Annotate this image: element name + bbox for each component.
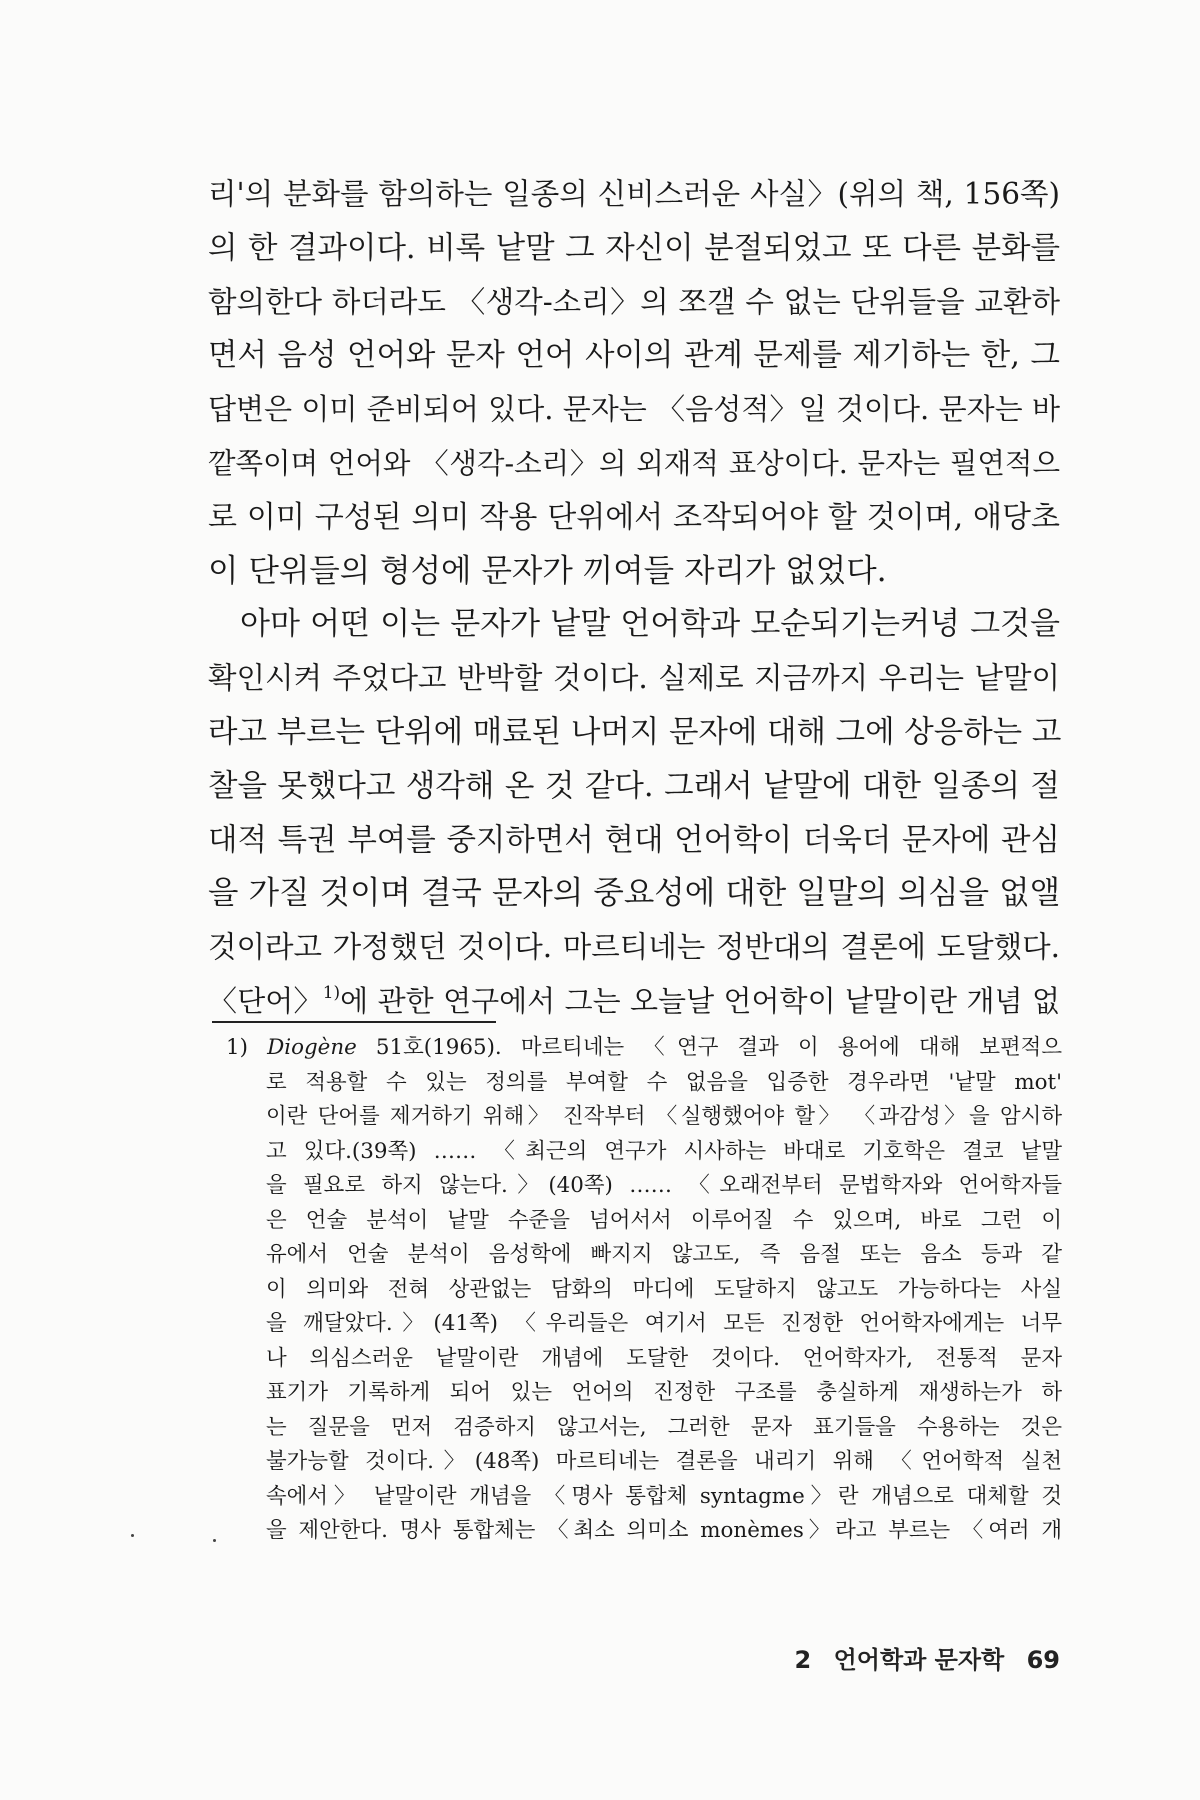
footnote-line: 는 질문을 먼저 검증하지 않고서는, 그러한 문자 표기들을 수용하는 것은 [266, 1414, 1062, 1440]
footnote-line: 을 제안한다. 명사 통합체는 〈최소 의미소 monèmes〉라고 부르는 〈여러 개 [266, 1518, 1062, 1543]
footnote-line: 이 의미와 전혀 상관없는 담화의 마디에 도달하지 않고도 가능하다는 사실 [266, 1276, 1062, 1302]
footnote-divider [212, 1021, 496, 1023]
body-line: 찰을 못했다고 생각해 온 것 같다. 그래서 낱말에 대한 일종의 절 [208, 768, 1060, 804]
footnote-line: 은 언술 분석이 낱말 수준을 넘어서서 이루어질 수 있으며, 바로 그런 이 [266, 1207, 1062, 1233]
chapter-title: 언어학과 문자학 [833, 1646, 1005, 1674]
body-line: 을 가질 것이며 결국 문자의 중요성에 대한 일말의 의심을 없앨 [208, 875, 1061, 912]
body-line: 리'의 분화를 함의하는 일종의 신비스러운 사실〉(위의 책, 156쪽) [208, 177, 1060, 211]
body-line-end: 에 관한 연구에서 그는 오늘날 언어학이 낱말이란 개념 없 [340, 983, 1060, 1018]
body-line: 것이라고 가정했던 것이다. 마르티네는 정반대의 결론에 도달했다. [208, 930, 1060, 965]
scan-speck [131, 1534, 134, 1537]
footnote-line: 불가능할 것이다.〉(48쪽) 마르티네는 결론을 내리기 위해 〈언어학적 실천 [266, 1449, 1062, 1474]
body-line: 아마 어떤 이는 문자가 낱말 언어학과 모순되기는커녕 그것을 [240, 606, 1060, 643]
page-number: 69 [1026, 1646, 1060, 1674]
footnote-line: 을 필요로 하지 않는다.〉(40쪽) …… 〈오래전부터 문법학자와 언어학자들 [266, 1173, 1062, 1198]
footnote-block [226, 1031, 1062, 1549]
footnote-line: 표기가 기록하게 되어 있는 언어의 진정한 구조를 충실하게 재생하는가 하 [266, 1380, 1062, 1405]
body-line: 함의한다 하더라도 〈생각-소리〉의 쪼갤 수 없는 단위들을 교환하 [208, 284, 1060, 319]
scan-speck [213, 1539, 216, 1542]
footnote-line: 을 깨달았다.〉(41쪽) 〈우리들은 여기서 모든 진정한 언어학자에게는 너무 [266, 1311, 1062, 1336]
footnote-line: 유에서 언술 분석이 음성학에 빠지지 않고도, 즉 음절 또는 음소 등과 같 [266, 1242, 1062, 1267]
body-line-start: 〈단어〉 [208, 983, 323, 1018]
footnote-line: 나 의심스러운 낱말이란 개념에 도달한 것이다. 언어학자가, 전통적 문자 [266, 1345, 1062, 1371]
body-line: 면서 음성 언어와 문자 언어 사이의 관계 문제를 제기하는 한, 그 [208, 338, 1060, 374]
body-line: 의 한 결과이다. 비록 낱말 그 자신이 분절되었고 또 다른 분화를 [208, 230, 1060, 266]
footnote-line: 1) Diogène 51호(1965). 마르티네는 〈연구 결과 이 용어에 대해 보편적으 [226, 1035, 1062, 1060]
main-text-block [208, 168, 1060, 1029]
body-line: 깥쪽이며 언어와 〈생각-소리〉의 외재적 표상이다. 문자는 필연적으 [208, 446, 1060, 480]
body-line: 대적 특권 부여를 중지하면서 현대 언어학이 더욱더 문자에 관심 [208, 822, 1060, 858]
body-line: 라고 부르는 단위에 매료된 나머지 문자에 대해 그에 상응하는 고 [208, 714, 1062, 750]
running-footer [770, 1640, 1060, 1675]
journal-title: Diogène [267, 1035, 357, 1060]
footnote-line: 고 있다.(39쪽) …… 〈최근의 연구가 시사하는 바대로 기호학은 결코 낱말 [266, 1138, 1062, 1164]
footnote-line: 이란 단어를 제거하기 위해〉 진작부터 〈실행했어야 할〉 〈과감성〉을 암시하 [266, 1104, 1062, 1129]
body-line: 로 이미 구성된 의미 작용 단위에서 조작되어야 할 것이며, 애당초 [208, 499, 1060, 535]
body-line: 확인시켜 주었다고 반박할 것이다. 실제로 지금까지 우리는 낱말이 [208, 661, 1060, 696]
body-line: 답변은 이미 준비되어 있다. 문자는 〈음성적〉일 것이다. 문자는 바 [208, 392, 1060, 427]
footnote-line: 속에서〉 낱말이란 개념을 〈명사 통합체 syntagme〉란 개념으로 대체할 것 [266, 1483, 1062, 1509]
footnote-reference: 1) [322, 982, 341, 1003]
footnote-line: 로 적용할 수 있는 정의를 부여할 수 없음을 입증한 경우라면 '낱말 mot' [266, 1069, 1062, 1095]
body-line: 이 단위들의 형성에 문자가 끼여들 자리가 없었다. [208, 552, 887, 589]
chapter-number: 2 [794, 1646, 812, 1674]
